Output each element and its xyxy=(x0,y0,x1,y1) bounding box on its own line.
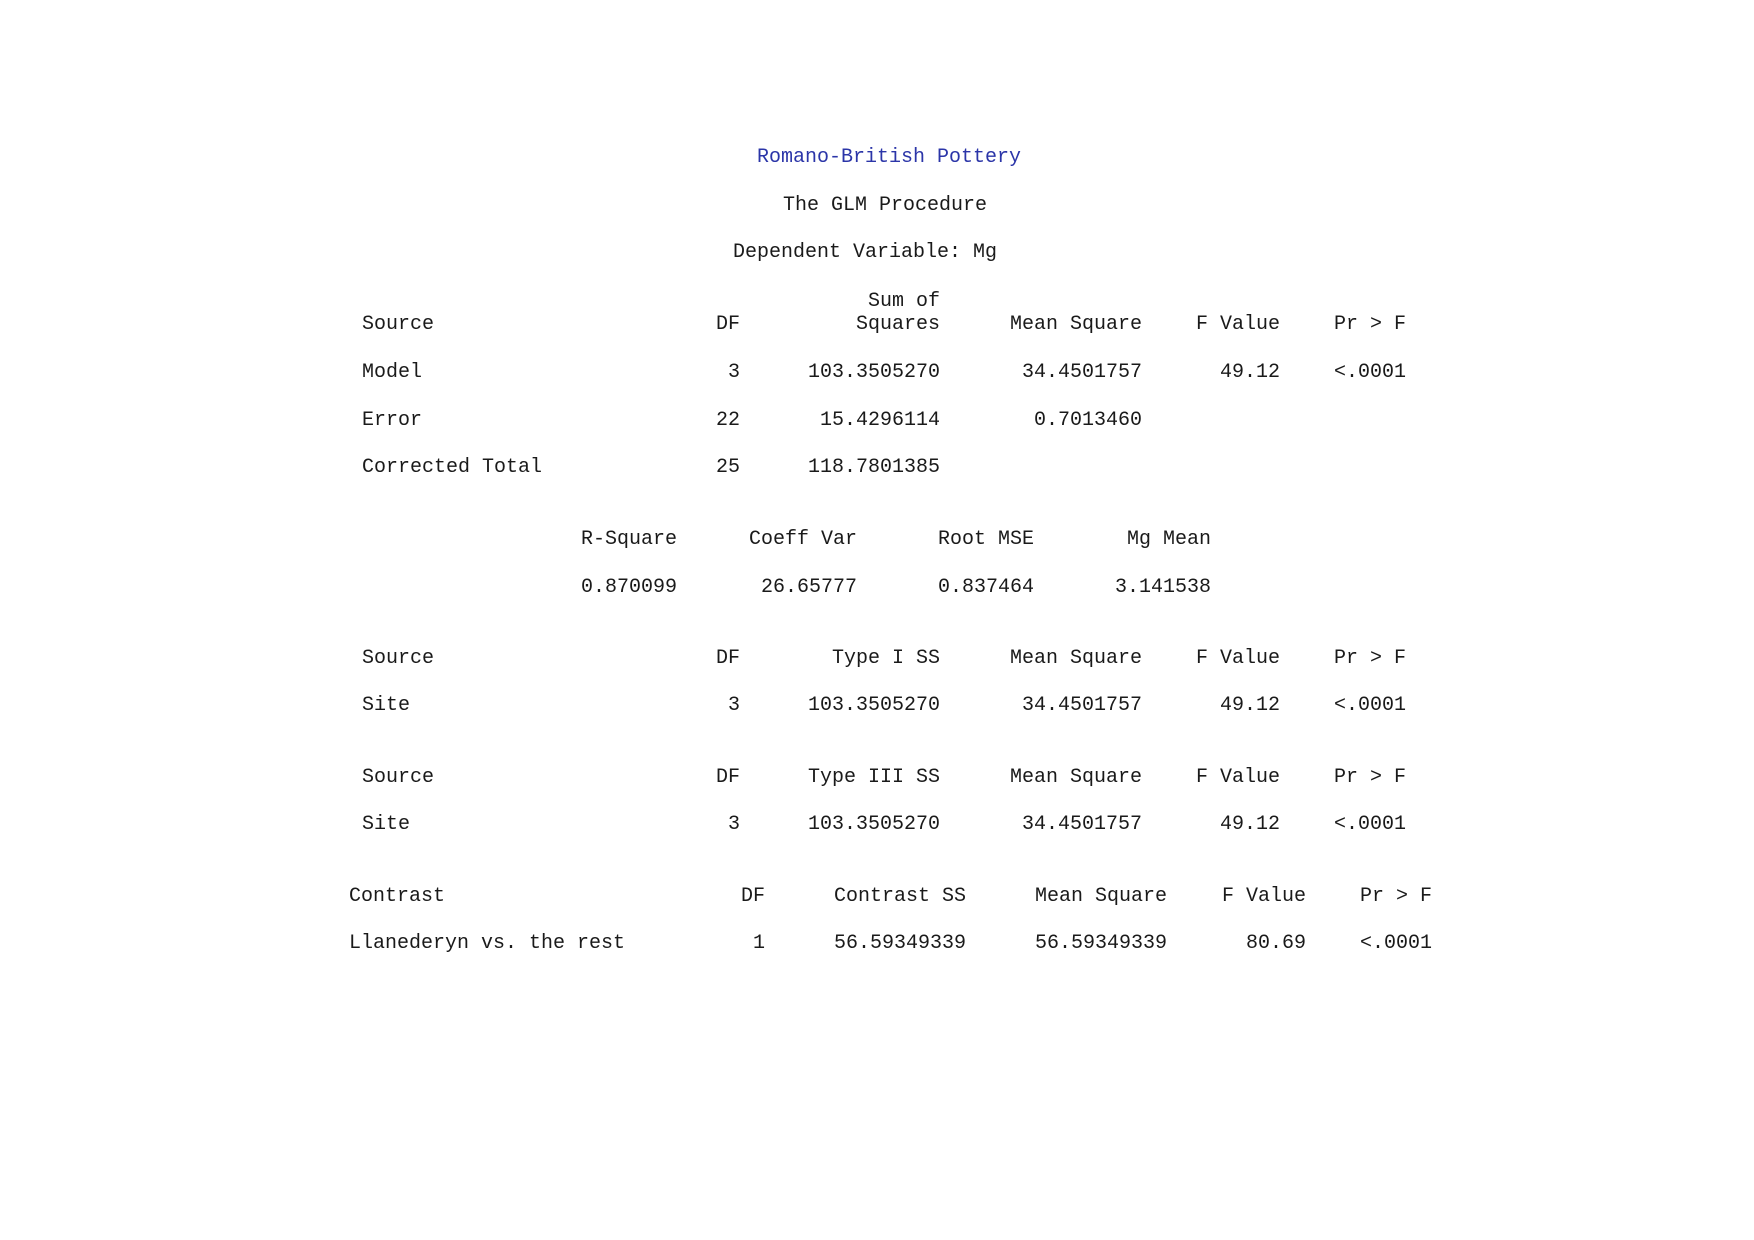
row-f: 49.12 xyxy=(1219,813,1280,836)
row-source: Error xyxy=(362,409,423,432)
procedure-title: The GLM Procedure xyxy=(782,194,988,217)
row-source: Site xyxy=(362,813,411,836)
row-source: Site xyxy=(362,694,411,717)
mg-mean-value: 3.141538 xyxy=(1114,576,1211,599)
row-ms: 34.4501757 xyxy=(1021,694,1142,717)
row-ss: 56.59349339 xyxy=(833,932,966,955)
report-title: Romano-British Pottery xyxy=(756,146,1022,169)
source-header: Source xyxy=(362,647,435,670)
p-header: Pr > F xyxy=(1333,647,1406,670)
ss-header-line1: Sum of xyxy=(867,290,940,313)
p-header: Pr > F xyxy=(1359,885,1432,908)
ss-header-line2: Squares xyxy=(855,313,940,336)
row-p: <.0001 xyxy=(1333,813,1406,836)
f-header: F Value xyxy=(1221,885,1306,908)
row-ss: 103.3505270 xyxy=(807,361,940,384)
df-header: DF xyxy=(740,885,765,908)
f-header: F Value xyxy=(1195,647,1280,670)
row-ss: 15.4296114 xyxy=(819,409,940,432)
row-df: 3 xyxy=(727,813,740,836)
row-source: Model xyxy=(362,361,423,384)
mg-mean-header: Mg Mean xyxy=(1126,528,1211,551)
row-ms: 34.4501757 xyxy=(1021,361,1142,384)
row-ss: 118.7801385 xyxy=(807,456,940,479)
ms-header: Mean Square xyxy=(1009,313,1142,336)
p-header: Pr > F xyxy=(1333,766,1406,789)
row-f: 80.69 xyxy=(1245,932,1306,955)
contrast-header: Contrast xyxy=(349,885,446,908)
source-header: Source xyxy=(362,313,435,336)
row-ss: 103.3505270 xyxy=(807,813,940,836)
ms-header: Mean Square xyxy=(1034,885,1167,908)
f-header: F Value xyxy=(1195,766,1280,789)
row-p: <.0001 xyxy=(1333,361,1406,384)
p-header: Pr > F xyxy=(1333,313,1406,336)
row-p: <.0001 xyxy=(1359,932,1432,955)
coeff-var-value: 26.65777 xyxy=(760,576,857,599)
row-df: 25 xyxy=(715,456,740,479)
row-df: 3 xyxy=(727,694,740,717)
row-contrast-name: Llanederyn vs. the rest xyxy=(349,932,626,955)
row-ss: 103.3505270 xyxy=(807,694,940,717)
root-mse-header: Root MSE xyxy=(937,528,1034,551)
coeff-var-header: Coeff Var xyxy=(748,528,857,551)
df-header: DF xyxy=(715,313,740,336)
type1-ss-header: Type I SS xyxy=(831,647,940,670)
ms-header: Mean Square xyxy=(1009,766,1142,789)
row-df: 3 xyxy=(727,361,740,384)
row-source: Corrected Total xyxy=(362,456,543,479)
row-ms: 56.59349339 xyxy=(1034,932,1167,955)
row-ms: 0.7013460 xyxy=(1033,409,1142,432)
r-square-header: R-Square xyxy=(580,528,677,551)
row-f: 49.12 xyxy=(1219,361,1280,384)
df-header: DF xyxy=(715,766,740,789)
row-df: 22 xyxy=(715,409,740,432)
r-square-value: 0.870099 xyxy=(580,576,677,599)
root-mse-value: 0.837464 xyxy=(937,576,1034,599)
source-header: Source xyxy=(362,766,435,789)
f-header: F Value xyxy=(1195,313,1280,336)
dependent-variable-label: Dependent Variable: Mg xyxy=(732,241,998,264)
row-p: <.0001 xyxy=(1333,694,1406,717)
ms-header: Mean Square xyxy=(1009,647,1142,670)
row-df: 1 xyxy=(752,932,765,955)
row-f: 49.12 xyxy=(1219,694,1280,717)
row-ms: 34.4501757 xyxy=(1021,813,1142,836)
type3-ss-header: Type III SS xyxy=(807,766,940,789)
contrast-ss-header: Contrast SS xyxy=(833,885,966,908)
df-header: DF xyxy=(715,647,740,670)
